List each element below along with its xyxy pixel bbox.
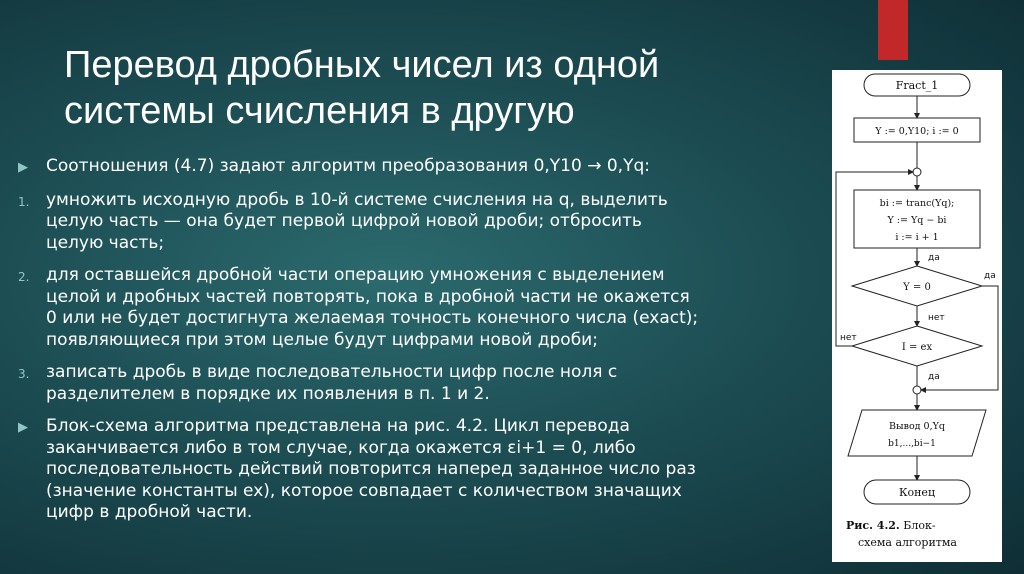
- flowchart-figure: [832, 70, 1002, 562]
- text-line: целую часть — она будет первой цифрой новой дроби; отбросить: [46, 211, 642, 231]
- text-line: появляющиеся при этом целые будут цифрами новой дроби;: [46, 329, 598, 350]
- merge-connector: [913, 386, 921, 394]
- cond-y-zero-label: Y = 0: [903, 282, 931, 293]
- number-marker: 1.: [18, 194, 30, 209]
- merge-connector: [913, 168, 921, 176]
- triangle-bullet-icon: ▶: [18, 420, 28, 435]
- numbered-item: [18, 362, 830, 405]
- slide-title-line: Перевод дробных чисел из одной: [64, 44, 660, 86]
- bullet-text: [46, 416, 830, 524]
- text-line: Соотношения (4.7) задают алгоритм преобразования 0,Y10 → 0,Yq:: [46, 156, 650, 176]
- start-label: Fract_1: [895, 79, 939, 92]
- slide-title-line: системы счисления в другую: [64, 90, 575, 132]
- red-accent-bar: [878, 0, 908, 60]
- text-line: 0 или не будет достигнута желаемая точность конечного числа (exact);: [46, 308, 699, 328]
- numbered-item: [18, 190, 830, 255]
- init-label: Y := 0,Y10; i := 0: [875, 126, 959, 137]
- output-parallelogram: [848, 410, 986, 456]
- figure-caption: Рис. 4.2. Блок-: [846, 519, 936, 532]
- bullet-text: [46, 156, 830, 179]
- text-line: разделителем в порядке их появления в п. 1 и 2.: [46, 383, 490, 404]
- figure-caption-line2: схема алгоритма: [858, 536, 957, 549]
- numbered-text: [46, 362, 830, 405]
- text-line: заканчивается либо в том случае, когда окажется εi+1 = 0, либо: [46, 437, 636, 458]
- number-marker: 2.: [18, 270, 30, 284]
- yes-label: да: [928, 372, 940, 382]
- step-line: bi := tranc(Yq);: [879, 198, 955, 209]
- bullet-item: [18, 416, 830, 524]
- output-line: Вывод 0,Yq: [889, 421, 945, 432]
- no-label: нет: [928, 313, 945, 323]
- text-line: Блок-схема алгоритма представлена на рис. 4.2. Цикл перевода: [46, 416, 630, 436]
- cond-i-ex-label: I = ex: [901, 342, 933, 353]
- text-line: последовательность действий повторится наперед заданное число раз: [46, 459, 696, 479]
- text-line: целую часть;: [46, 232, 165, 253]
- flowchart-diagram: [832, 70, 1002, 562]
- number-marker: 3.: [18, 367, 30, 381]
- text-line: записать дробь в виде последовательности цифр после ноля с: [46, 362, 618, 382]
- triangle-bullet-icon: ▶: [18, 160, 28, 175]
- text-line: для оставшейся дробной части операцию умножения с выделением: [46, 265, 665, 285]
- numbered-item: [18, 265, 830, 351]
- slide-title: [64, 42, 834, 134]
- end-label: Конец: [898, 486, 936, 499]
- numbered-text: [46, 190, 830, 255]
- no-label: нет: [840, 333, 857, 343]
- numbered-text: [46, 265, 830, 351]
- bullet-item: [18, 156, 830, 179]
- slide-content: [18, 156, 830, 535]
- output-line: b1,...,bi−1: [888, 439, 936, 449]
- step-line: i := i + 1: [895, 232, 939, 243]
- step-line: Y := Yq − bi: [887, 215, 947, 226]
- yes-label: да: [984, 271, 996, 281]
- text-line: (значение константы ex), которое совпадает с количеством значащих: [46, 480, 682, 501]
- yes-label: да: [928, 253, 940, 263]
- text-line: умножить исходную дробь в 10-й системе счисления на q, выделить: [46, 189, 668, 210]
- text-line: цифр в дробной части.: [46, 502, 253, 522]
- text-line: целой и дробных частей повторять, пока в дробной части не окажется: [46, 286, 690, 307]
